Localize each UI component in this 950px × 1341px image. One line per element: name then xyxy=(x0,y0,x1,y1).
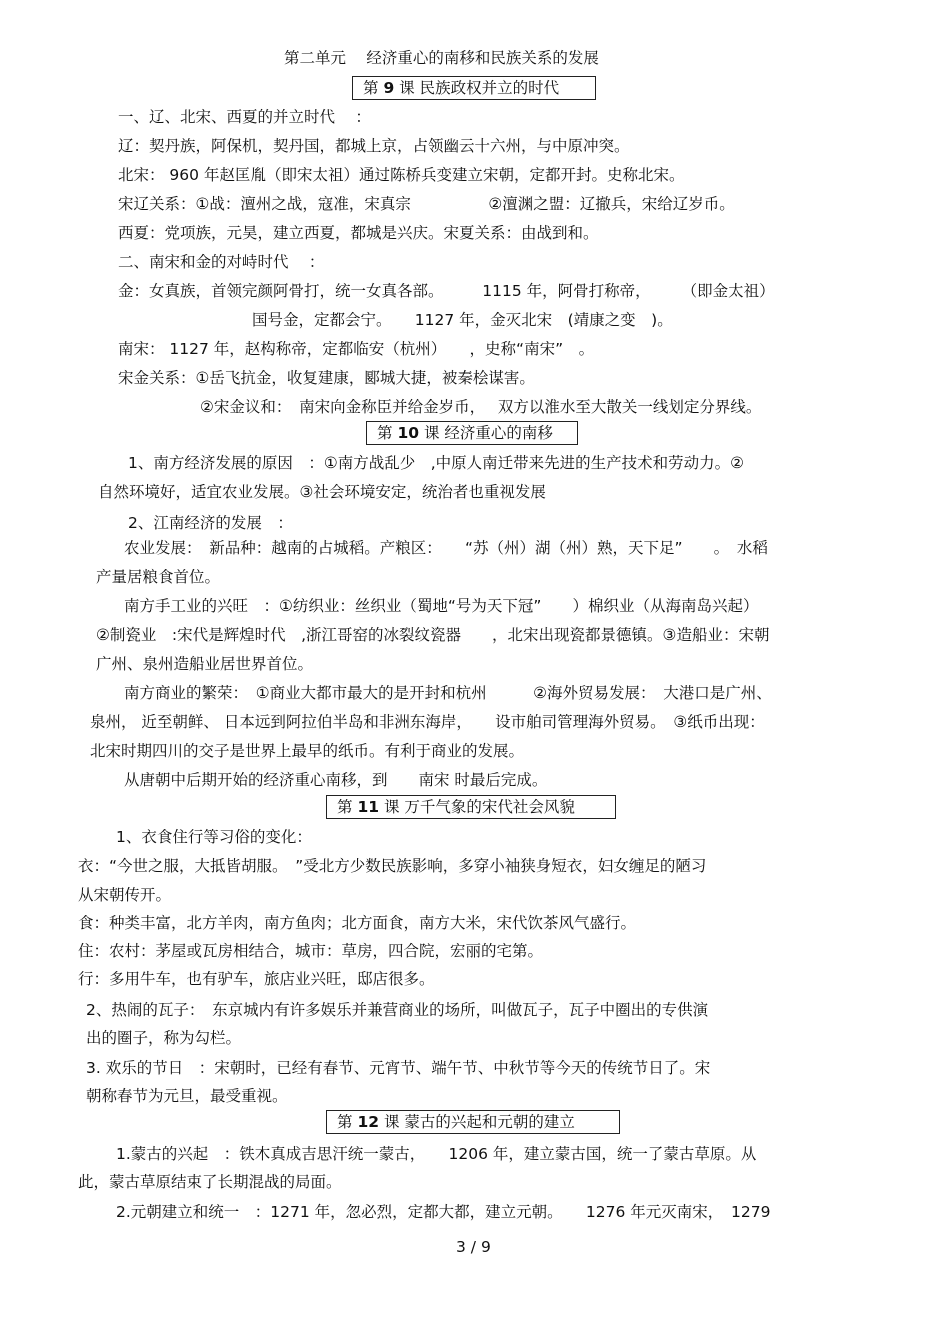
text-line: 北宋： 960 年赵匡胤（即宋太祖）通过陈桥兵变建立宋朝，定都开封。史称北宋。 xyxy=(118,166,685,184)
text-line: 一、辽、北宋、西夏的并立时代 ： xyxy=(118,108,371,126)
text-line: 3. 欢乐的节日 ：宋朝时，已经有春节、元宵节、端午节、中秋节等今天的传统节日了。宋 xyxy=(86,1059,711,1077)
page-number: 3 / 9 xyxy=(456,1238,491,1256)
text-line: 衣：“今世之服，大抵皆胡服。 ”受北方少数民族影响，多穿小袖狭身短衣，妇女缠足的陋习 xyxy=(78,857,707,875)
text-line: 自然环境好，适宜农业发展。③社会环境安定，统治者也重视发展 xyxy=(98,483,546,501)
text-line: 从唐朝中后期开始的经济重心南移，到 南宋 时最后完成。 xyxy=(124,771,548,789)
text-line: 辽：契丹族，阿保机，契丹国，都城上京，占领幽云十六州，与中原冲突。 xyxy=(118,137,630,155)
text-line: 北宋时期四川的交子是世界上最早的纸币。有利于商业的发展。 xyxy=(90,742,525,760)
text-line: 行：多用牛车，也有驴车，旅店业兴旺，邸店很多。 xyxy=(78,970,435,988)
text-line: 宋辽关系：①战：澶州之战，寇准，宋真宗 ②澶渊之盟：辽撤兵，宋给辽岁币。 xyxy=(118,195,735,213)
lesson-9-title: 第 9 课 民族政权并立的时代 xyxy=(352,76,596,100)
text-line: ②制瓷业 :宋代是辉煌时代 ,浙江哥窑的冰裂纹瓷器 ，北宋出现瓷都景德镇。③造船业：宋朝 xyxy=(96,626,770,644)
text-line: 1、衣食住行等习俗的变化： xyxy=(116,828,312,846)
lesson-11-title: 第 11 课 万千气象的宋代社会风貌 xyxy=(326,795,616,819)
text-line: 出的圈子，称为勾栏。 xyxy=(86,1029,242,1047)
text-line: 泉州， 近至朝鲜、 日本远到阿拉伯半岛和非洲东海岸， 设市舶司管理海外贸易。 ③纸币出现： xyxy=(90,713,765,731)
text-line: 朝称春节为元旦，最受重视。 xyxy=(86,1087,288,1105)
text-line: 产量居粮食首位。 xyxy=(96,568,221,586)
unit-title: 第二单元 经济重心的南移和民族关系的发展 xyxy=(284,49,599,67)
text-line: 从宋朝传开。 xyxy=(78,886,172,904)
text-line: ②宋金议和： 南宋向金称臣并给金岁币， 双方以淮水至大散关一线划定分界线。 xyxy=(200,398,762,416)
text-line: 南方手工业的兴旺 ：①纺织业：丝织业（蜀地“号为天下冠” ）棉织业（从海南岛兴起） xyxy=(124,597,759,615)
text-line: 2.元朝建立和统一 ：1271 年，忽必烈，定都大都，建立元朝。 1276 年元灭南宋， 1279 xyxy=(116,1203,771,1221)
text-line: 南宋： 1127 年，赵构称帝，定都临安（杭州） ，史称“南宋” 。 xyxy=(118,340,595,358)
text-line: 宋金关系：①岳飞抗金，收复建康，郾城大捷，被秦桧谋害。 xyxy=(118,369,535,387)
text-line: 金：女真族，首领完颜阿骨打，统一女真各部。 1115 年，阿骨打称帝， （即金太祖） xyxy=(118,282,775,300)
text-line: 二、南宋和金的对峙时代 ： xyxy=(118,253,325,271)
lesson-12-title: 第 12 课 蒙古的兴起和元朝的建立 xyxy=(326,1110,620,1134)
text-line: 1.蒙古的兴起 ：铁木真成吉思汗统一蒙古， 1206 年，建立蒙古国，统一了蒙古草原。从 xyxy=(116,1145,757,1163)
text-line: 广州、泉州造船业居世界首位。 xyxy=(96,655,314,673)
text-line: 农业发展： 新品种：越南的占城稻。产粮区： “苏（州）湖（州）熟，天下足” 。 水稻 xyxy=(124,539,768,557)
text-line: 2、江南经济的发展 ： xyxy=(128,514,293,532)
text-line: 2、热闹的瓦子： 东京城内有许多娱乐并兼营商业的场所，叫做瓦子，瓦子中圈出的专供演 xyxy=(86,1001,709,1019)
text-line: 住：农村：茅屋或瓦房相结合，城市：草房，四合院，宏丽的宅第。 xyxy=(78,942,544,960)
text-line: 此，蒙古草原结束了长期混战的局面。 xyxy=(78,1173,342,1191)
lesson-10-title: 第 10 课 经济重心的南移 xyxy=(366,421,578,445)
text-line: 西夏：党项族，元昊，建立西夏，都城是兴庆。宋夏关系：由战到和。 xyxy=(118,224,599,242)
text-line: 食：种类丰富，北方羊肉，南方鱼肉；北方面食，南方大米，宋代饮茶风气盛行。 xyxy=(78,914,637,932)
text-line: 国号金，定都会宁。 1127 年，金灭北宋 (靖康之变 )。 xyxy=(252,311,673,329)
text-line: 1、南方经济发展的原因 ：①南方战乱少 ,中原人南迁带来先进的生产技术和劳动力。② xyxy=(128,454,745,472)
text-line: 南方商业的繁荣： ①商业大都市最大的是开封和杭州 ②海外贸易发展： 大港口是广州、 xyxy=(124,684,772,702)
